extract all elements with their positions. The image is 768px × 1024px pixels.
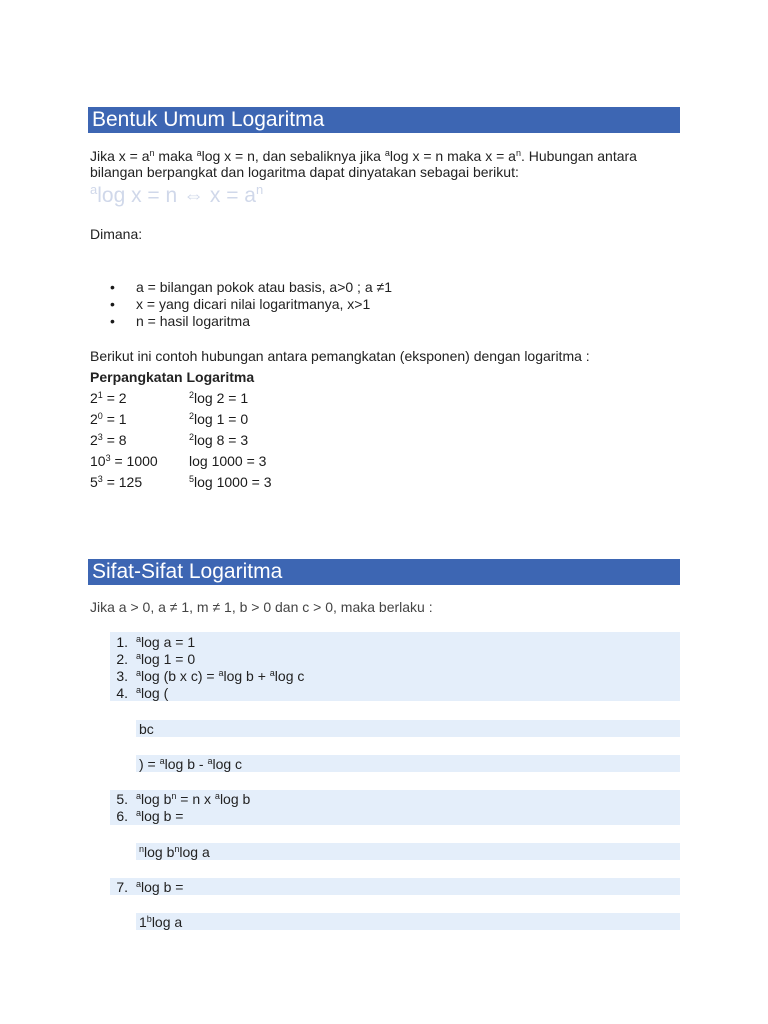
fraction-text: $^n$log $b^n\log$ a: [139, 844, 210, 860]
table-cell-log: $^5$log 1000 = 3: [189, 474, 272, 490]
list-number: 3.: [116, 668, 128, 684]
table-cell-exponent: $2^0 = 1$: [90, 411, 127, 427]
list-item: $^a$log (b x c) = $^a$log b + $^a$log c: [136, 668, 305, 684]
table-cell-exponent: $2^3 = 8$: [90, 432, 127, 448]
list-item: $^a$log b =: [136, 879, 184, 895]
list-item: $^a$log a = 1: [136, 634, 196, 650]
fraction-text: 1$^b$log a: [139, 914, 183, 930]
table-cell-log: $^2$log 2 = 1: [189, 390, 249, 406]
list-number: 5.: [116, 791, 128, 807]
table-cell-log: log 1000 = 3: [189, 453, 267, 469]
intro-line-1: Jika $x = a^n$ maka $^a$log x = n, dan sebaliknya jika $^a$log x = n maka $x = a^n$. Hubungan antara: [90, 148, 637, 164]
table-cell-log: $^2$log 8 = 3: [189, 432, 249, 448]
list-item: n = hasil logaritma: [136, 313, 251, 329]
list-number: 4.: [116, 685, 128, 701]
section-heading-bentuk-umum: Bentuk Umum Logaritma: [88, 107, 680, 133]
list-number: 2.: [116, 651, 128, 667]
list-highlight-band: [110, 878, 680, 895]
log-equivalence-formula: $^a$log x = n ⇔ $x = a^n$: [90, 182, 264, 207]
list-item: $^a$log $b^n = n$ x $^a$log b: [136, 791, 251, 807]
section-heading-sifat-sifat: Sifat-Sifat Logaritma: [88, 559, 680, 585]
example-intro: Berikut ini contoh hubungan antara pemangkatan (eksponen) dengan logaritma :: [90, 348, 590, 364]
table-cell-exponent: $5^3 = 125$: [90, 474, 143, 490]
fraction-text: bc: [139, 721, 154, 737]
list-item: $^a$log b =: [136, 808, 184, 824]
condition-text: Jika a > 0, a ≠ 1, m ≠ 1, b > 0 dan c > 0, maka berlaku :: [90, 599, 433, 615]
table-cell-log: $^2$log 1 = 0: [189, 411, 249, 427]
bullet-dot: •: [110, 313, 115, 329]
table-cell-exponent: $2^1 = 2$: [90, 390, 127, 406]
intro-line-2: bilangan berpangkat dan logaritma dapat dinyatakan sebagai berikut:: [90, 164, 519, 180]
list-highlight-band: [136, 913, 680, 930]
list-item: x = yang dicari nilai logaritmanya, x>1: [136, 296, 371, 312]
list-item: a = bilangan pokok atau basis, a>0 ; a ≠1: [136, 279, 392, 295]
list-highlight-band: [136, 720, 680, 737]
list-number: 6.: [116, 808, 128, 824]
bullet-dot: •: [110, 296, 115, 312]
dimana-label: Dimana:: [90, 226, 143, 242]
list-item: $^a$log (: [136, 685, 169, 701]
table-header: Perpangkatan Logaritma: [90, 369, 255, 385]
list-highlight-band: [136, 843, 680, 860]
bullet-dot: •: [110, 279, 115, 295]
list-number: 7.: [116, 879, 128, 895]
list-number: 1.: [116, 634, 128, 650]
list-item-continuation: ) = $^a$log b - $^a$log c: [139, 756, 243, 772]
list-item: $^a$log 1 = 0: [136, 651, 196, 667]
list-highlight-band: [110, 632, 680, 701]
table-cell-exponent: $10^3 = 1000$: [90, 453, 158, 469]
